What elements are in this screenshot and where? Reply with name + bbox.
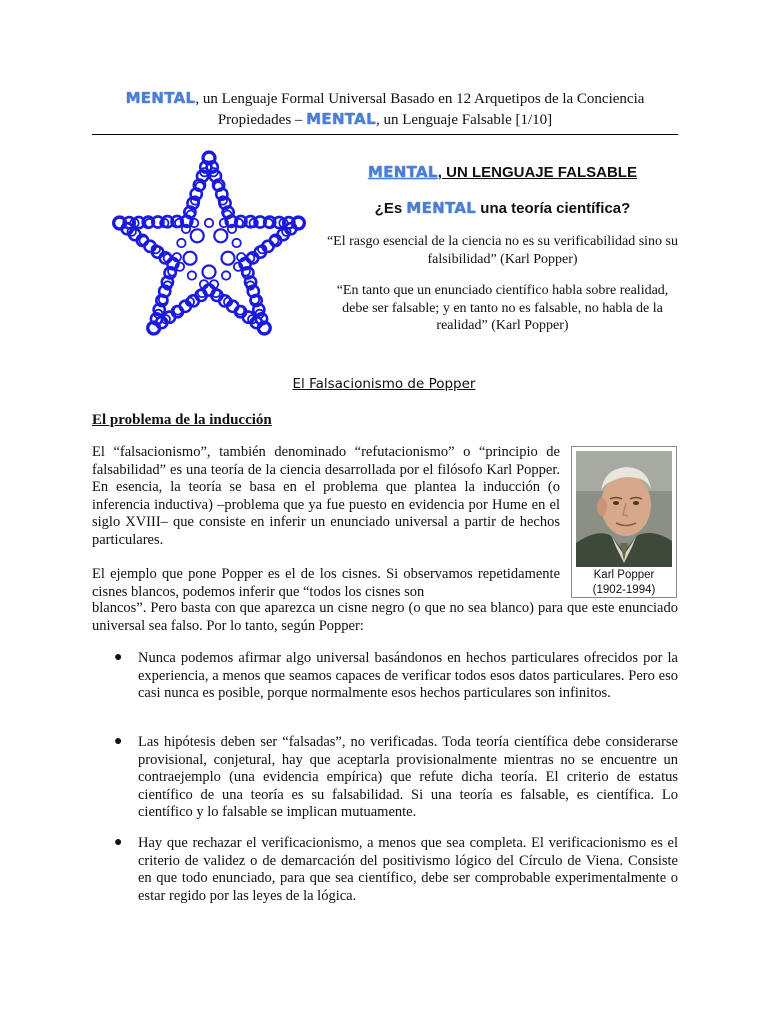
intro-block <box>325 163 680 335</box>
star-ring <box>203 266 216 279</box>
star-ring <box>222 252 235 265</box>
list-item-text: Nunca podemos afirmar algo universal basándonos en hechos particulares ofrecidos por la experiencia, a menos que seamos capaces de verificar todos esos datos particulares. Pero eso casi nunca es posible, porque normalmente esos hechos particulares son infinitos. <box>138 650 678 701</box>
paragraph-cisnes-part-2: blancos”. Pero basta con que aparezca un cisne negro (o que no sea blanco) para que este enunciado universal sea falso. Por lo tanto, según Popper: <box>92 600 678 634</box>
photo-caption-name: Karl Popper <box>593 569 655 581</box>
star-ring <box>205 219 213 227</box>
header-line-2 <box>92 109 678 130</box>
subheading: El problema de la inducción <box>92 412 272 428</box>
bullet-icon: ● <box>114 734 123 749</box>
star-ring <box>214 229 227 242</box>
intro-title-text: , UN LENGUAJE FALSABLE <box>437 164 637 181</box>
star-of-circles-illustration <box>102 148 316 340</box>
star-ring <box>184 252 197 265</box>
bullet-icon: ● <box>114 650 123 665</box>
intro-question-prefix: ¿Es <box>374 200 407 217</box>
intro-question <box>325 199 680 217</box>
popper-quote-1: “El rasgo esencial de la ciencia no es su verificabilidad sino su falsibilidad” (Karl Popper) <box>326 234 679 267</box>
popper-photo-frame <box>571 446 677 598</box>
document-header <box>92 88 678 135</box>
header-line-2-prefix: Propiedades – <box>217 112 307 128</box>
mental-brand: MENTAL <box>306 110 376 128</box>
list-item-text: Las hipótesis deben ser “falsadas”, no verificadas. Toda teoría científica debe considerarse provisional, conjetural, hay que aceptarla provisionalmente mientras no se encuentre un contraejemplo (una evidencia empírica) que refute dicha teoría. El criterio de estatus científico de una teoría es su falsabilidad. Si una teoría es falsable, es científica. Lo científico y lo falsable se implican mutuamente. <box>138 734 678 820</box>
star-ring <box>222 271 230 279</box>
mental-brand: MENTAL <box>406 199 477 217</box>
section-title <box>0 376 768 392</box>
star-ring <box>191 229 204 242</box>
mental-brand: MENTAL <box>368 163 438 181</box>
intro-title <box>325 163 680 181</box>
karl-popper-portrait <box>576 451 672 567</box>
mental-brand: MENTAL <box>125 89 196 107</box>
paragraph-falsacionismo: El “falsacionismo”, también denominado “refutacionismo” o “principio de falsabilidad” es una teoría de la ciencia desarrollada por el filósofo Karl Popper. En esencia, la teoría se basa en el problema que plantea la inducción (o inferencia inductiva) –problema que ya fue puesto en evidencia por Hume en el siglo XVIII– que consiste en inferir un enunciado universal a partir de hechos particulares. <box>92 444 560 548</box>
header-line-1-text: , un Lenguaje Formal Universal Basado en 12 Arquetipos de la Conciencia <box>195 91 645 107</box>
list-item-text: Hay que rechazar el verificacionismo, a menos que sea completa. El verificacionismo es el criterio de validez o de demarcación del positivismo lógico del Círculo de Viena. Consiste en que todo enunciado, para que sea científico, debe ser comprobable experimentalmente o estar regido por las leyes de la lógica. <box>138 835 678 904</box>
header-line-1 <box>92 88 678 109</box>
bullet-icon: ● <box>114 835 123 850</box>
header-line-2-text: , un Lenguaje Falsable [1/10] <box>375 112 553 128</box>
star-ring <box>232 239 240 247</box>
photo-caption-years: (1902-1994) <box>592 584 656 596</box>
intro-question-suffix: una teoría científica? <box>476 200 631 217</box>
paragraph-cisnes-part-1: El ejemplo que pone Popper es el de los cisnes. Si observamos repetidamente cisnes blancos, podemos inferir que “todos los cisnes son <box>92 566 560 600</box>
star-ring <box>177 239 185 247</box>
star-ring <box>188 271 196 279</box>
popper-quote-2: “En tanto que un enunciado científico habla sobre realidad, debe ser falsable; y en tanto no es falsable, no habla de la realidad” (Karl Popper) <box>336 283 669 333</box>
section-title-text: El Falsacionismo de Popper <box>292 376 476 392</box>
